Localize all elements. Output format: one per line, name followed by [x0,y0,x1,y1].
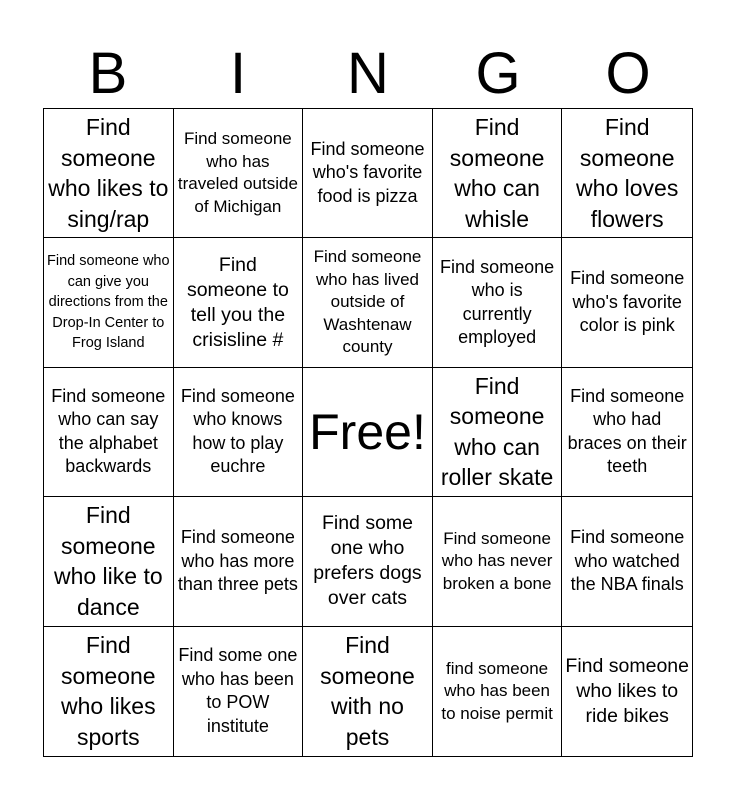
bingo-cell-text: Find someone who has lived outside of Washtenaw county [313,247,422,357]
free-space-text: Free! [309,403,426,460]
bingo-cell[interactable] [562,368,692,497]
bingo-cell[interactable] [433,497,563,626]
bingo-cell-text: Find someone who has traveled outside of Michigan [177,129,298,216]
bingo-cell-text: Find someone who can say the alphabet backwards [51,385,166,477]
bingo-cell-text: Find someone who knows how to play euchre [180,385,295,477]
bingo-cell[interactable] [303,497,433,626]
bingo-cell[interactable] [174,238,304,367]
bingo-cell[interactable] [303,238,433,367]
bingo-cell-text: Find some one who has been to POW institute [178,645,298,736]
bingo-cell-text: Find someone who can whisle [449,114,545,232]
bingo-cell-text: Find someone who's favorite food is pizza [310,138,425,206]
bingo-cell[interactable] [433,368,563,497]
bingo-cell[interactable] [562,238,692,367]
bingo-cell[interactable] [562,109,692,238]
bingo-cell-text: Find someone who likes to sing/rap [48,114,169,232]
bingo-cell-text: Find someone who has more than three pets [177,527,298,595]
header-letter-n: N [347,41,389,106]
bingo-cell[interactable] [562,627,692,756]
bingo-cell[interactable] [433,238,563,367]
bingo-cell-text: Find someone to tell you the crisisline # [186,253,289,351]
bingo-cell[interactable] [44,627,174,756]
bingo-cell-text: Find someone who watched the NBA finals [570,527,685,595]
header-letter-b: B [88,41,128,106]
bingo-cell[interactable] [174,627,304,756]
bingo-cell[interactable] [44,368,174,497]
bingo-cell-text: Find someone who's favorite color is pink [570,268,685,336]
bingo-cell-text: Find someone who can give you directions from the Drop-In Center to Frog Island [47,253,170,352]
bingo-cell[interactable] [174,497,304,626]
bingo-cell-text: Find someone who had braces on their teeth [567,385,687,477]
bingo-cell[interactable] [174,368,304,497]
bingo-cell-text: Find someone who likes sports [60,632,156,750]
bingo-cell-text: Find someone who loves flowers [576,114,679,232]
header-letter-g: G [475,41,521,106]
bingo-cell-text: Find someone who can roller skate [440,372,554,491]
bingo-cell-text: Find someone who like to dance [53,502,163,620]
bingo-cell-text: Find someone who likes to ride bikes [565,654,689,727]
bingo-cell-text: Find someone who is currently employed [440,256,555,348]
bingo-header [43,40,693,108]
bingo-cell-text: find someone who has been to noise permit [441,658,553,723]
bingo-board [43,108,693,757]
free-space-cell[interactable] [303,368,433,497]
bingo-cell[interactable] [433,109,563,238]
bingo-cell[interactable] [303,109,433,238]
bingo-cell[interactable] [44,497,174,626]
bingo-cell[interactable] [44,238,174,367]
bingo-cell-text: Find someone with no pets [320,632,415,750]
bingo-cell-text: Find someone who has never broken a bone [441,528,553,593]
bingo-cell[interactable] [174,109,304,238]
bingo-cell[interactable] [433,627,563,756]
header-letter-o: O [605,41,651,106]
bingo-cell-text: Find some one who prefers dogs over cats [313,512,422,610]
bingo-cell[interactable] [303,627,433,756]
bingo-cell[interactable] [562,497,692,626]
bingo-cell[interactable] [44,109,174,238]
header-letter-i: I [229,41,247,106]
